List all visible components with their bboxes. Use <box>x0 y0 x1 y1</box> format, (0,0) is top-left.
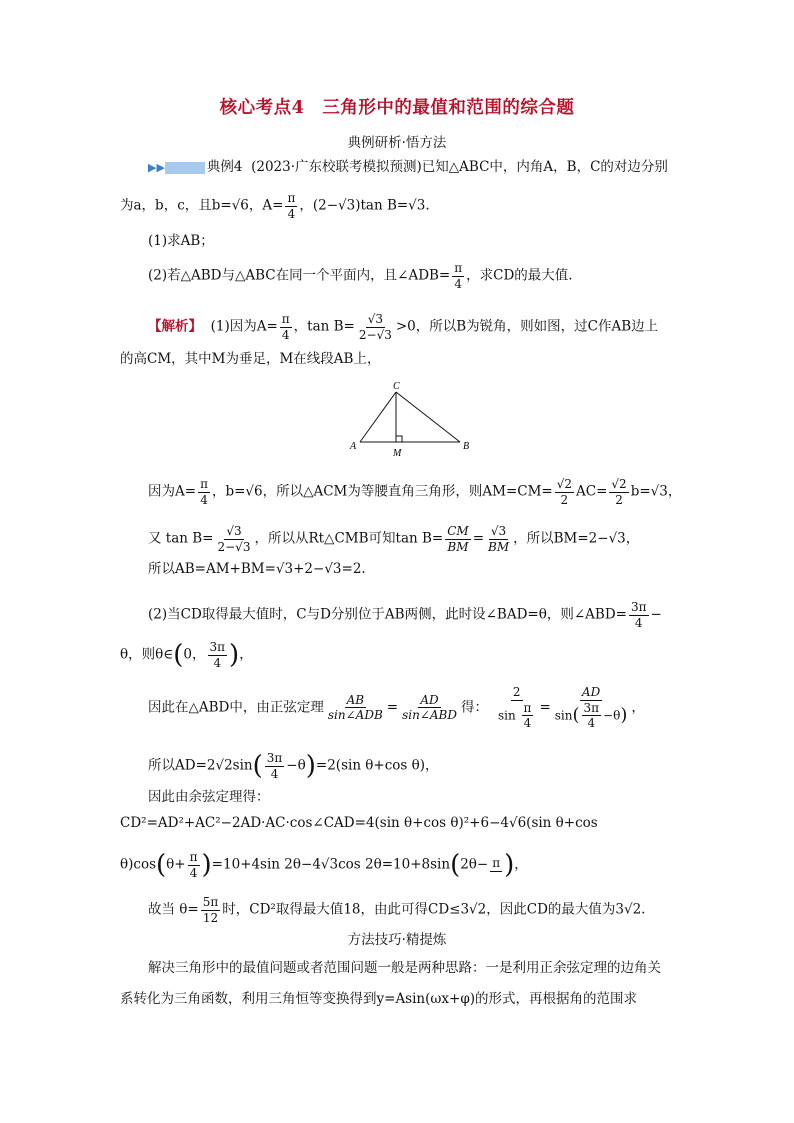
text: =10+4sin 2θ−4√3cos 2θ=10+8sin <box>211 856 451 873</box>
fraction-tanB: $\frac{√3}{2-√3}$ <box>217 524 251 554</box>
page-title: 核心考点4 三角形中的最值和范围的综合题 <box>219 98 575 118</box>
text: b=√3， <box>630 483 682 500</box>
text: (2)当CD取得最大值时，C与D分别位于AB两侧，此时设∠BAD=θ，则∠ABD= <box>148 606 627 623</box>
text: − <box>650 606 662 623</box>
solution-line-5: 所以AB=AM+BM=√3+2−√3=2. <box>148 561 366 577</box>
text: = <box>539 699 551 716</box>
solution-line-10: 因此由余弦定理得： <box>148 789 270 805</box>
tips-line-1: 解决三角形中的最值问题或者范围问题一般是两种思路：一是利用正余弦定理的边角关 <box>148 960 661 976</box>
solution-line-12: θ)cos(θ+ $\frac{\pi}{4}$ )=10+4sin 2θ−4√3cos 2θ=10+8sin(2θ− π )， <box>120 850 528 881</box>
fraction-pi-over-4: $\frac{\pi}{4}$ <box>189 850 198 880</box>
text: ， <box>631 699 645 716</box>
text: ， <box>239 646 253 663</box>
text: θ)cos <box>120 856 157 873</box>
fraction-AB-over-sinADB: $\frac{AB}{\text{sin∠ADB}}$ <box>327 692 383 723</box>
solution-line-1 <box>148 313 658 341</box>
fraction-pi-over-4: $\frac{\pi}{4}$ <box>281 312 290 342</box>
text: =2(sin θ+cos θ)， <box>315 757 439 774</box>
text: ，b=√6，所以△ACM为等腰直角三角形，则AM=CM= <box>211 483 553 500</box>
text: θ，则θ∈ <box>120 646 174 663</box>
example-line-1 <box>148 161 668 175</box>
solution-line-11: CD²=AD²+AC²−2AD·AC·cos∠CAD=4(sin θ+cos θ)²+6−4√6(sin θ+cos <box>120 815 598 831</box>
fraction-CM-over-BM: $\frac{CM}{BM}$ <box>447 524 469 554</box>
solution-tag: 【解析】 <box>148 318 202 335</box>
tips-line-2: 系转化为三角函数，利用三角恒等变换得到y=Asin(ωx+φ)的形式，再根据角的范围求 <box>120 991 638 1007</box>
question-2 <box>148 262 573 290</box>
section-heading-method: 方法技巧·精提炼 <box>347 932 447 948</box>
solution-line-9: 所以AD=2√2sin( $\frac{3\pi}{4}$ −θ)=2(sin θ+cos θ)， <box>148 751 439 782</box>
text: ，tan B= <box>293 318 355 335</box>
text: 因为A= <box>148 483 197 500</box>
fraction-pi-over-4: $\frac{\pi}{4}$ <box>287 191 296 221</box>
triangle-figure <box>345 378 475 460</box>
side-AC <box>360 392 396 442</box>
solution-line-13 <box>148 896 645 924</box>
fraction-3pi-over-4: $\frac{3\pi}{4}$ <box>209 640 226 670</box>
label-C: C <box>393 381 400 392</box>
text: ， <box>514 856 528 873</box>
text: = <box>386 699 399 716</box>
fraction-AD-over-sin: AD sin( $\frac{3\pi}{4}$ −θ) <box>554 685 628 731</box>
text: (1)因为A= <box>210 318 278 335</box>
fraction-root3-over-BM: $\frac{√3}{BM}$ <box>488 524 510 554</box>
solution-line-4 <box>148 525 639 553</box>
label-A: A <box>350 441 357 452</box>
solution-line-7: θ，则θ∈(0， $\frac{3\pi}{4}$ )， <box>120 640 253 671</box>
fraction-3pi-over-4: $\frac{3\pi}{4}$ <box>630 600 647 630</box>
text: ，所以从Rt△CMB可知tan B= <box>254 530 444 547</box>
fraction-3pi-over-4: $\frac{3\pi}{4}$ <box>266 751 283 781</box>
double-arrow-icon: ▶▶ <box>148 161 165 174</box>
fraction-AD-over-sinABD: $\frac{AD}{\text{sin∠ABD}}$ <box>402 692 457 723</box>
fraction-pi-over-4: $\frac{\pi}{4}$ <box>200 477 208 507</box>
text: ，求CD的最大值. <box>466 267 573 284</box>
text: 所以AD=2√2sin <box>148 757 253 774</box>
fraction-root2-over-2: $\frac{√2}{2}$ <box>611 477 627 507</box>
fraction-2-over-sin: 2 sin $\frac{\pi}{4}$ <box>497 685 532 731</box>
text: 得： <box>460 699 488 716</box>
highlight-bar <box>165 162 205 174</box>
text: 时，CD²取得最大值18，由此可得CD≤3√2，因此CD的最大值为3√2. <box>222 901 646 918</box>
fraction-root2-over-2: $\frac{√2}{2}$ <box>556 477 573 507</box>
fraction-pi-over-3: π <box>492 856 501 871</box>
example-line-2 <box>120 192 430 220</box>
text: 故当 θ= <box>148 901 199 918</box>
right-angle-mark <box>396 436 402 442</box>
text: (2)若△ABD与△ABC在同一个平面内，且∠ADB= <box>148 267 451 284</box>
text: AC= <box>576 483 608 500</box>
example-label: 典例4 <box>206 159 243 175</box>
label-M: M <box>393 448 402 459</box>
text: 为a，b，c，且b=√6，A= <box>120 197 284 214</box>
label-B: B <box>463 441 470 452</box>
example-intro: 已知△ABC中，内角A，B，C的对边分别 <box>421 159 668 175</box>
text: ，(2−√3)tan B=√3. <box>299 197 430 214</box>
solution-line-6 <box>148 601 662 629</box>
text: ，所以BM=2−√3， <box>513 530 640 547</box>
text: 因此在△ABD中，由正弦定理 <box>148 699 324 716</box>
fraction-tanB: $\frac{√3}{2-√3}$ <box>358 312 392 342</box>
text: 2θ− <box>460 856 489 873</box>
text: >0，所以B为锐角，则如图，过C作AB边上 <box>395 318 659 335</box>
example-source: (2023·广东校联考模拟预测) <box>251 159 422 175</box>
text: 0， <box>183 646 206 663</box>
solution-line-3 <box>148 478 681 506</box>
text: −θ <box>286 757 306 774</box>
text: = <box>472 530 484 547</box>
question-1: (1)求AB； <box>148 233 214 249</box>
fraction-5pi-over-12: $\frac{5\pi}{12}$ <box>202 895 219 925</box>
solution-line-8 <box>148 686 645 730</box>
section-heading-example: 典例研析·悟方法 <box>347 135 447 151</box>
text: 又 tan B= <box>148 530 214 547</box>
side-CB <box>396 392 460 442</box>
text: θ+ <box>166 856 186 873</box>
fraction-pi-over-4: $\frac{\pi}{4}$ <box>454 261 463 291</box>
solution-line-2: 的高CM，其中M为垂足，M在线段AB上， <box>120 351 381 367</box>
